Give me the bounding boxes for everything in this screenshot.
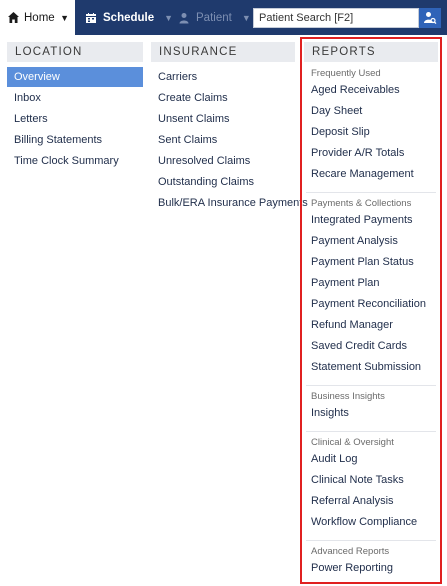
patient-search-button[interactable] bbox=[419, 8, 441, 28]
report-refund-manager[interactable]: Refund Manager bbox=[311, 319, 393, 331]
patient-menu-button[interactable] bbox=[178, 0, 251, 35]
insurance-item-carriers[interactable]: Carriers bbox=[158, 71, 198, 83]
location-item-letters[interactable]: Letters bbox=[14, 113, 48, 125]
location-item-inbox[interactable]: Inbox bbox=[14, 92, 41, 104]
report-deposit-slip[interactable]: Deposit Slip bbox=[311, 126, 370, 138]
home-icon bbox=[7, 11, 20, 24]
report-audit-log[interactable]: Audit Log bbox=[311, 453, 358, 465]
top-nav-bar bbox=[0, 0, 447, 35]
insurance-item-create-claims[interactable]: Create Claims bbox=[158, 92, 228, 104]
insurance-item-outstanding-claims[interactable]: Outstanding Claims bbox=[158, 176, 254, 188]
report-saved-credit-cards[interactable]: Saved Credit Cards bbox=[311, 340, 407, 352]
person-search-icon bbox=[423, 11, 437, 25]
patient-label: Patient bbox=[196, 11, 232, 24]
section-title-business-insights: Business Insights bbox=[311, 390, 385, 402]
report-payment-reconciliation[interactable]: Payment Reconciliation bbox=[311, 298, 426, 310]
calendar-icon bbox=[85, 12, 97, 24]
home-button[interactable] bbox=[0, 0, 75, 35]
insurance-item-sent-claims[interactable]: Sent Claims bbox=[158, 134, 218, 146]
location-item-overview[interactable]: Overview bbox=[7, 67, 143, 87]
location-item-billing-statements[interactable]: Billing Statements bbox=[14, 134, 103, 146]
report-payment-plan-status[interactable]: Payment Plan Status bbox=[311, 256, 414, 268]
report-statement-submission[interactable]: Statement Submission bbox=[311, 361, 422, 373]
chevron-down-icon[interactable]: ▼ bbox=[60, 12, 69, 23]
insurance-item-unsent-claims[interactable]: Unsent Claims bbox=[158, 113, 230, 125]
person-icon bbox=[178, 12, 190, 24]
report-recare-management[interactable]: Recare Management bbox=[311, 168, 414, 180]
report-provider-ar-totals[interactable]: Provider A/R Totals bbox=[311, 147, 405, 159]
chevron-down-icon[interactable]: ▼ bbox=[241, 12, 251, 23]
report-aged-receivables[interactable]: Aged Receivables bbox=[311, 84, 400, 96]
reports-highlight-frame bbox=[300, 37, 442, 584]
report-integrated-payments[interactable]: Integrated Payments bbox=[311, 214, 413, 226]
schedule-menu-button[interactable] bbox=[85, 0, 173, 35]
insurance-item-unresolved-claims[interactable]: Unresolved Claims bbox=[158, 155, 251, 167]
home-label: Home bbox=[24, 11, 55, 24]
insurance-header: INSURANCE bbox=[151, 42, 295, 62]
section-title-advanced-reports: Advanced Reports bbox=[311, 545, 390, 557]
chevron-down-icon[interactable]: ▼ bbox=[164, 12, 174, 23]
location-header: LOCATION bbox=[7, 42, 143, 62]
report-clinical-note-tasks[interactable]: Clinical Note Tasks bbox=[311, 474, 404, 486]
section-title-payments-collections: Payments & Collections bbox=[311, 197, 412, 209]
report-workflow-compliance[interactable]: Workflow Compliance bbox=[311, 516, 418, 528]
insurance-item-bulk-era-payments[interactable]: Bulk/ERA Insurance Payments bbox=[158, 197, 308, 209]
schedule-label: Schedule bbox=[103, 11, 155, 24]
reports-header: REPORTS bbox=[304, 42, 438, 62]
report-payment-analysis[interactable]: Payment Analysis bbox=[311, 235, 398, 247]
section-title-clinical-oversight: Clinical & Oversight bbox=[311, 436, 394, 448]
report-referral-analysis[interactable]: Referral Analysis bbox=[311, 495, 394, 507]
section-title-frequently-used: Frequently Used bbox=[311, 67, 381, 79]
report-insights[interactable]: Insights bbox=[311, 407, 349, 419]
patient-search-input[interactable] bbox=[253, 8, 419, 28]
report-power-reporting[interactable]: Power Reporting bbox=[311, 562, 393, 574]
location-item-time-clock-summary[interactable]: Time Clock Summary bbox=[14, 155, 119, 167]
report-payment-plan[interactable]: Payment Plan bbox=[311, 277, 380, 289]
report-day-sheet[interactable]: Day Sheet bbox=[311, 105, 363, 117]
